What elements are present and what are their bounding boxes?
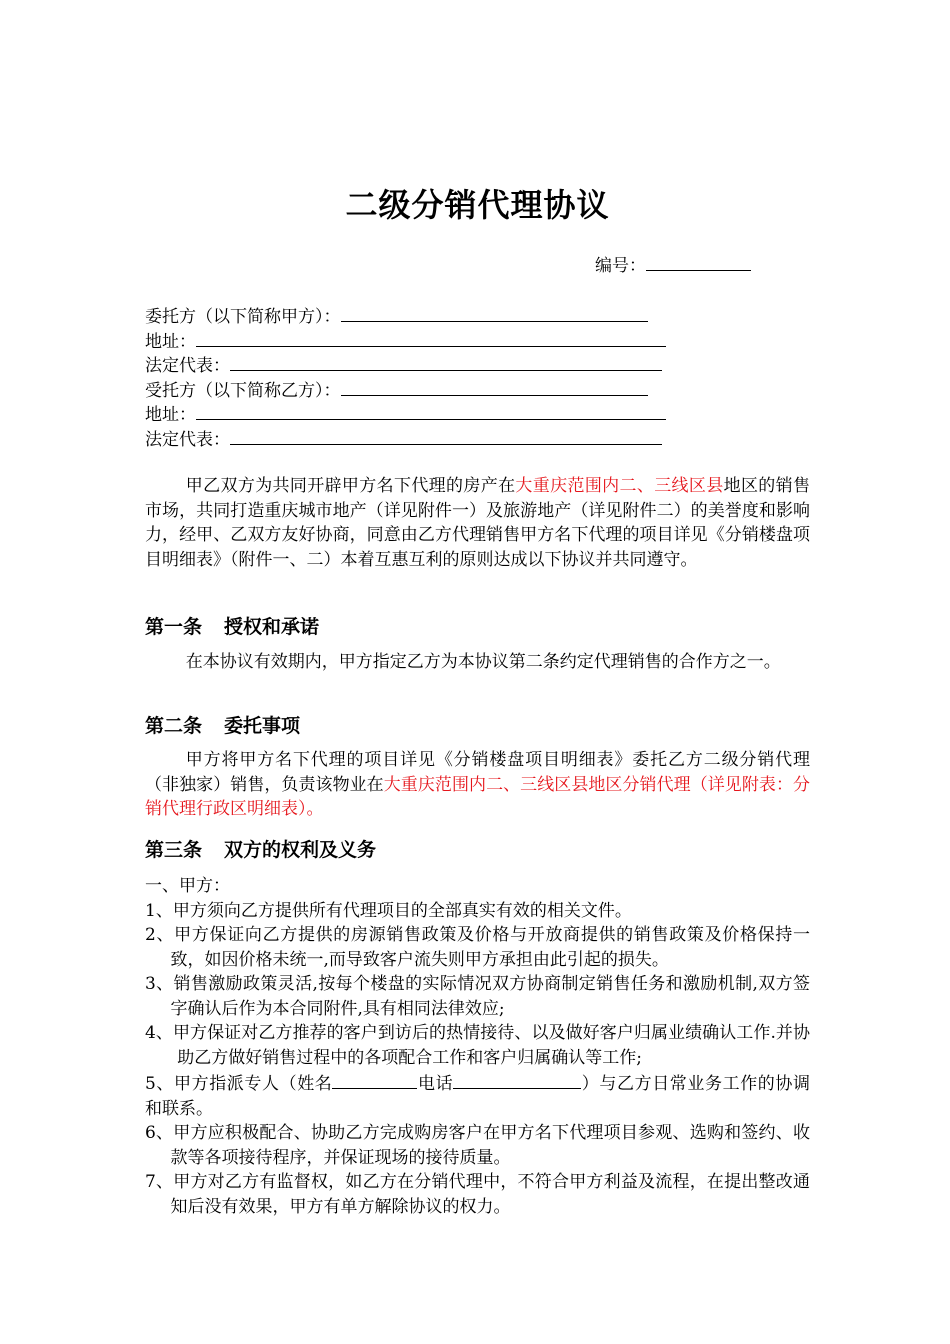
article-1-number: 第一条: [145, 616, 203, 638]
intro-text-1: 甲乙双方为共同开辟甲方名下代理的房产在: [185, 476, 516, 496]
list-item: 1、甲方须向乙方提供所有代理项目的全部真实有效的相关文件。: [145, 900, 632, 921]
article-3-title: 双方的权利及义务: [224, 839, 377, 861]
liaison-name-blank[interactable]: [332, 1070, 417, 1089]
agent-address-label: 地址：: [145, 405, 196, 425]
list-item: 3、销售激励政策灵活,按每个楼盘的实际情况双方协商制定销售任务和激励机制,双方签字确认后作为本合同附件,具有相同法律效应;: [145, 974, 810, 1019]
item-5-text-a: 5、甲方指派专人（姓名: [145, 1074, 333, 1094]
intro-paragraph: [145, 474, 810, 572]
list-item: 6、甲方应积极配合、协助乙方完成购房客户在甲方名下代理项目参观、选购和签约、收款等各项接待程序，并保证现场的接待质量。: [145, 1123, 810, 1168]
agent-line: [145, 377, 810, 402]
liaison-phone-blank[interactable]: [453, 1070, 581, 1089]
principal-address-line: [145, 328, 810, 353]
article-1-title: 授权和承诺: [224, 616, 320, 638]
list-item: 2、甲方保证向乙方提供的房源销售政策及价格与开放商提供的销售政策及价格保持一致，如因价格未统一,而导致客户流失则甲方承担由此引起的损失。: [145, 925, 810, 970]
party-a-heading: 一、甲方：: [145, 876, 230, 896]
contract-number-row: [595, 252, 751, 278]
agent-label: 受托方（以下简称乙方）：: [145, 380, 341, 401]
principal-blank[interactable]: [341, 303, 648, 322]
article-1-heading: [145, 612, 319, 639]
item-5-text-b: 电话: [417, 1074, 454, 1094]
article-2-heading: [145, 711, 300, 738]
principal-address-label: 地址：: [145, 331, 196, 352]
article-2-text: 甲方将甲方名下代理的项目详见《分销楼盘项目明细表》委托乙方二级分销代理（非独家）销售，负责该物业在: [145, 750, 810, 795]
article-3-list: [145, 874, 810, 1219]
parties-block: [145, 303, 810, 450]
agent-address-line: [145, 401, 810, 426]
principal-representative-line: [145, 352, 810, 377]
agent-representative-label: 法定代表：: [145, 429, 230, 450]
agent-representative-line: [145, 426, 810, 451]
item-5-text-c: ）与乙方日常业务工作的协调和联系。: [145, 1074, 810, 1119]
agent-blank[interactable]: [341, 377, 648, 396]
agent-representative-blank[interactable]: [230, 426, 662, 445]
list-item-5: [145, 1070, 810, 1121]
list-item: 7、甲方对乙方有监督权，如乙方在分销代理中，不符合甲方利益及流程，在提出整改通知后没有效果，甲方有单方解除协议的权力。: [145, 1172, 810, 1217]
intro-highlight: 大重庆范围内二、三线区县: [515, 476, 724, 496]
article-2-body: [145, 748, 810, 822]
contract-number-label: 编号：: [595, 256, 646, 276]
article-1-body: 在本协议有效期内，甲方指定乙方为本协议第二条约定代理销售的合作方之一。: [185, 652, 781, 672]
principal-address-blank[interactable]: [196, 328, 666, 347]
article-2-number: 第二条: [145, 715, 203, 737]
principal-label: 委托方（以下简称甲方）：: [145, 307, 341, 327]
article-3-heading: [145, 835, 376, 862]
contract-number-blank[interactable]: [646, 252, 751, 271]
document-title: 二级分销代理协议: [345, 186, 610, 224]
article-3-number: 第三条: [145, 839, 203, 861]
principal-representative-blank[interactable]: [230, 352, 662, 371]
article-2-title: 委托事项: [224, 715, 301, 737]
principal-line: [145, 303, 810, 328]
agent-address-blank[interactable]: [196, 401, 666, 420]
principal-representative-label: 法定代表：: [145, 356, 230, 376]
intro-text-2: 地区的销售市场，共同打造重庆城市地产（详见附件一）及旅游地产（详见附件二）的美誉度和影响力，经甲、乙双方友好协商，同意由乙方代理销售甲方名下代理的项目详见《分销楼盘项目明细表》（附件一、二）本着互惠互利的原则达成以下协议并共同遵守。: [145, 476, 811, 570]
article-2-highlight: 大重庆范围内二、三线区县地区分销代理（详见附表：分销代理行政区明细表）。: [145, 774, 811, 819]
list-item: 4、甲方保证对乙方推荐的客户到访后的热情接待、以及做好客户归属业绩确认工作.并协助乙方做好销售过程中的各项配合工作和客户归属确认等工作;: [145, 1023, 810, 1068]
